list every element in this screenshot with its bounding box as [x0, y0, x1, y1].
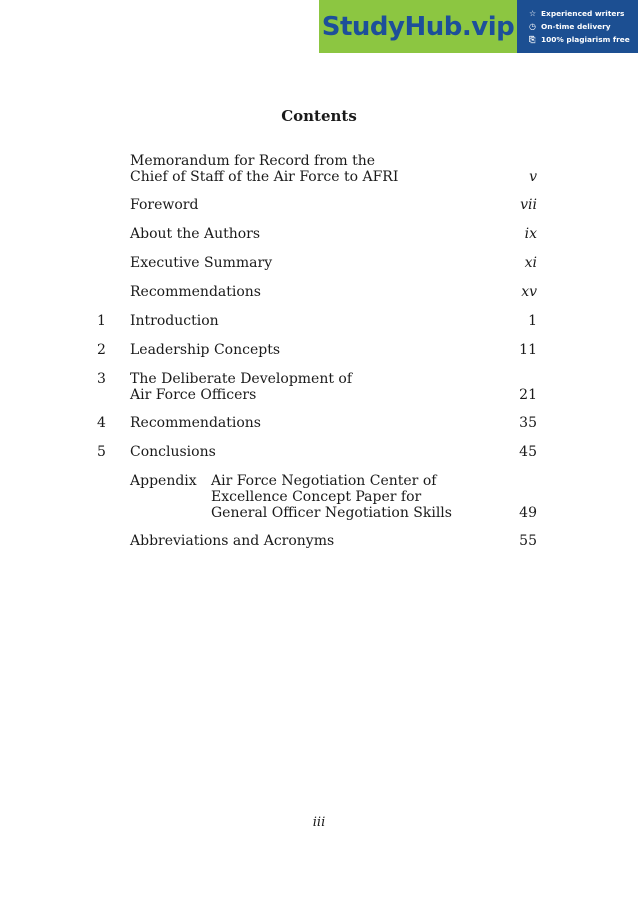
- toc-entry-line: Chief of Staff of the Air Force to AFRI: [130, 169, 399, 185]
- brand-logo[interactable]: StudyHub.vip: [321, 11, 515, 42]
- document-check-icon: ⎘: [529, 34, 536, 44]
- toc-page-number: 11: [519, 342, 537, 358]
- feature-text: On-time delivery: [541, 22, 611, 31]
- toc-entry-line: Leadership Concepts: [130, 342, 281, 358]
- feature-text: Experienced writers: [541, 9, 625, 18]
- toc-entry-line: Introduction: [130, 313, 219, 329]
- toc-entry: [0, 226, 638, 242]
- toc-chapter-number: 3: [97, 371, 106, 387]
- toc-entry: [0, 284, 638, 300]
- toc-entry-line: About the Authors: [130, 226, 261, 242]
- toc-entry: [0, 444, 638, 460]
- toc-entry-line: Foreword: [130, 197, 199, 213]
- toc-page-number: xv: [521, 284, 537, 300]
- toc-entry-line: General Officer Negotiation Skills: [211, 505, 452, 521]
- toc-appendix-entry: [0, 473, 638, 521]
- toc-entry-line: Abbreviations and Acronyms: [130, 533, 335, 549]
- toc-chapter-number: 5: [97, 444, 106, 460]
- toc-entry: [0, 415, 638, 431]
- toc-entry-line: Recommendations: [130, 415, 261, 431]
- toc-chapter-number: 1: [97, 313, 106, 329]
- toc-entry: [0, 255, 638, 271]
- toc-page-number: v: [529, 169, 537, 185]
- toc-entry-line: Executive Summary: [130, 255, 273, 271]
- page-title: Contents: [281, 107, 357, 125]
- toc-entry: [0, 371, 638, 403]
- toc-entry-line: Excellence Concept Paper for: [211, 489, 422, 505]
- appendix-label: Appendix: [130, 473, 197, 489]
- toc-chapter-number: 2: [97, 342, 106, 358]
- toc-page-number: 21: [519, 387, 537, 403]
- toc-entry: [0, 342, 638, 358]
- page-number-footer: iii: [312, 815, 326, 830]
- star-icon: ☆: [529, 9, 537, 18]
- toc-entry: [0, 313, 638, 329]
- toc-page-number: 35: [519, 415, 537, 431]
- toc-entry: [0, 533, 638, 549]
- toc-page-number: 55: [519, 533, 537, 549]
- toc-entry-line: Air Force Negotiation Center of: [211, 473, 437, 489]
- toc-page-number: 1: [528, 313, 537, 329]
- toc-entry-line: Recommendations: [130, 284, 261, 300]
- toc-entry: [0, 153, 638, 185]
- toc-page-number: vii: [520, 197, 537, 213]
- toc-entry-line: Conclusions: [130, 444, 216, 460]
- feature-text: 100% plagiarism free: [541, 35, 630, 44]
- clock-icon: ◷: [529, 22, 536, 31]
- toc-chapter-number: 4: [97, 415, 106, 431]
- toc-entry: [0, 197, 638, 213]
- toc-page-number: ix: [524, 226, 537, 242]
- toc-entry-line: The Deliberate Development of: [130, 371, 353, 387]
- toc-entry-line: Memorandum for Record from the: [130, 153, 375, 169]
- toc-entry-line: Air Force Officers: [130, 387, 257, 403]
- toc-page-number: xi: [524, 255, 537, 271]
- toc-page-number: 49: [519, 505, 537, 521]
- toc-page-number: 45: [519, 444, 537, 460]
